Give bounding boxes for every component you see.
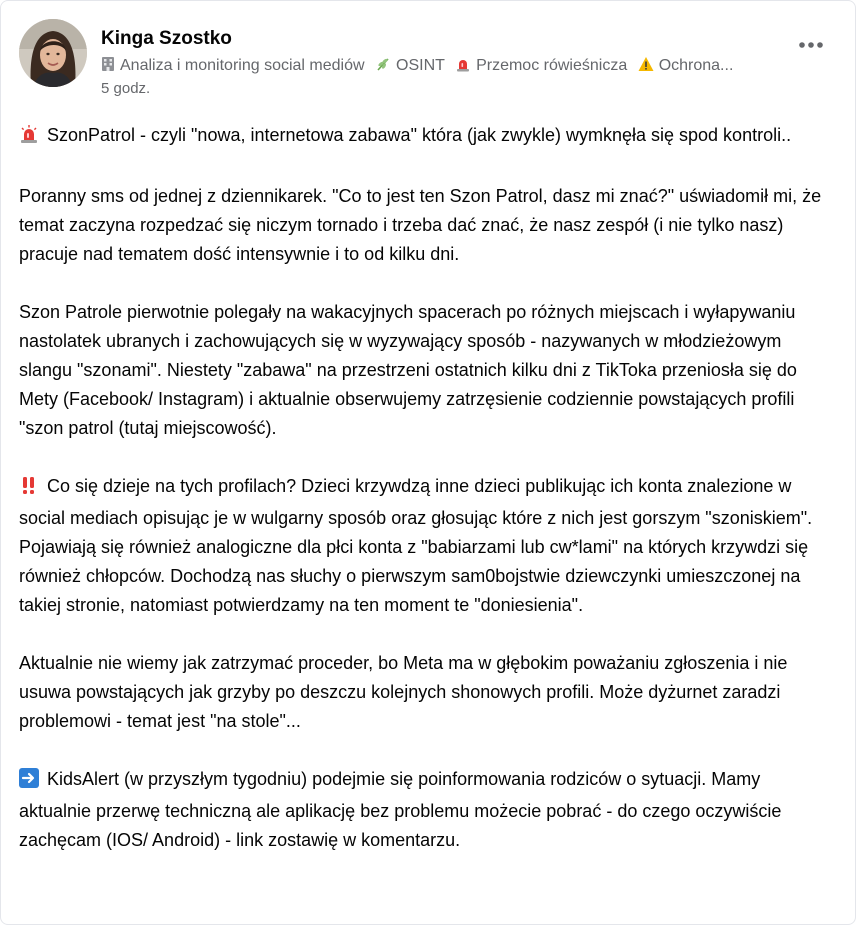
post-header [19,19,837,99]
avatar-photo [19,19,87,87]
author-name[interactable]: Kinga Szostko [101,28,232,49]
group-przemoc[interactable] [455,57,632,74]
post-body [19,121,835,855]
siren-icon [455,56,471,77]
group-analiza[interactable] [101,57,369,74]
post-paragraph: KidsAlert (w przyszłym tygodniu) podejmie się poinformowania rodziców o sytuacji. Mamy aktualnie przerwę techniczną ale aplikację bez problemu możecie pobrać - do czego oczywiście zachęcam (IOS/ Android) - link zostawię w komentarzu. [19,769,782,850]
group-osint[interactable] [375,57,449,74]
group-label: Przemoc rówieśnicza [476,57,628,74]
post-paragraph: SzonPatrol - czyli "nowa, internetowa zabawa" która (jak zwykle) wymknęła się spod kontroli.. [19,121,835,153]
double-exclamation-icon [19,475,39,504]
post-paragraph: Aktualnie nie wiemy jak zatrzymać proceder, bo Meta ma w głębokim poważaniu zgłoszenia i nie usuwa powstających jak grzyby po deszczu kolejnych shonowych profili. Może dyżurnet zaradzi problemowi - temat jest "na stole"... [19,653,788,731]
author-avatar[interactable] [19,19,87,87]
post-paragraph: Poranny sms od jednej z dziennikarek. "Co to jest ten Szon Patrol, dasz mi znać?" uświadomił mi, że temat zaczyna rozpedzać się niczym tornado i trzeba dać znać, że nasz zespół (i nie tylko nasz) pracuje nad tematem dość intensywnie i to od kilku dni. [19,186,822,264]
herb-icon [375,56,391,77]
building-icon [101,56,115,77]
group-label: Ochrona... [658,57,734,74]
post-timestamp[interactable]: 5 godz. [101,80,151,97]
group-label: Analiza i monitoring social mediów [120,57,365,74]
siren-icon [19,124,39,153]
more-icon [793,33,829,57]
post-paragraph: Co się dzieje na tych profilach? Dzieci krzywdzą inne dzieci publikując ich konta znalezione w social mediach opisując je w wulgarny sposób oraz głosując które z nich jest gorszym "szoniskiem". Pojawiają się również analogiczne dla płci konta z "babiarzami lub cw*lami" na których krzywdzi się również chłopców. Dochodzą nas słuchy o pierwszym sam0bojstwie dziewczynki umieszczonej na takiej stronie, natomiast potwierdzamy na ten moment te "doniesienia". [19,476,813,615]
group-ochrona[interactable] [638,57,734,74]
group-label: OSINT [396,57,445,74]
more-options-button[interactable] [793,33,829,57]
post-paragraph: Szon Patrole pierwotnie polegały na wakacyjnych spacerach po różnych miejscach i wyłapywaniu nastolatek ubranych i zachowujących się w wyzywający sposób - nazywanych w młodzieżowym slangu "szonami". Niestety "zabawa" na przestrzeni ostatnich kilku dni z TikToka przeniosła się do Mety (Facebook/ Instagram) i aktualnie obserwujemy zatrzęsienie codziennie powstających profili "szon patrol (tutaj miejscowość). [19,302,797,438]
right-arrow-icon [19,768,39,797]
warning-icon [638,56,654,77]
group-list [101,56,771,77]
